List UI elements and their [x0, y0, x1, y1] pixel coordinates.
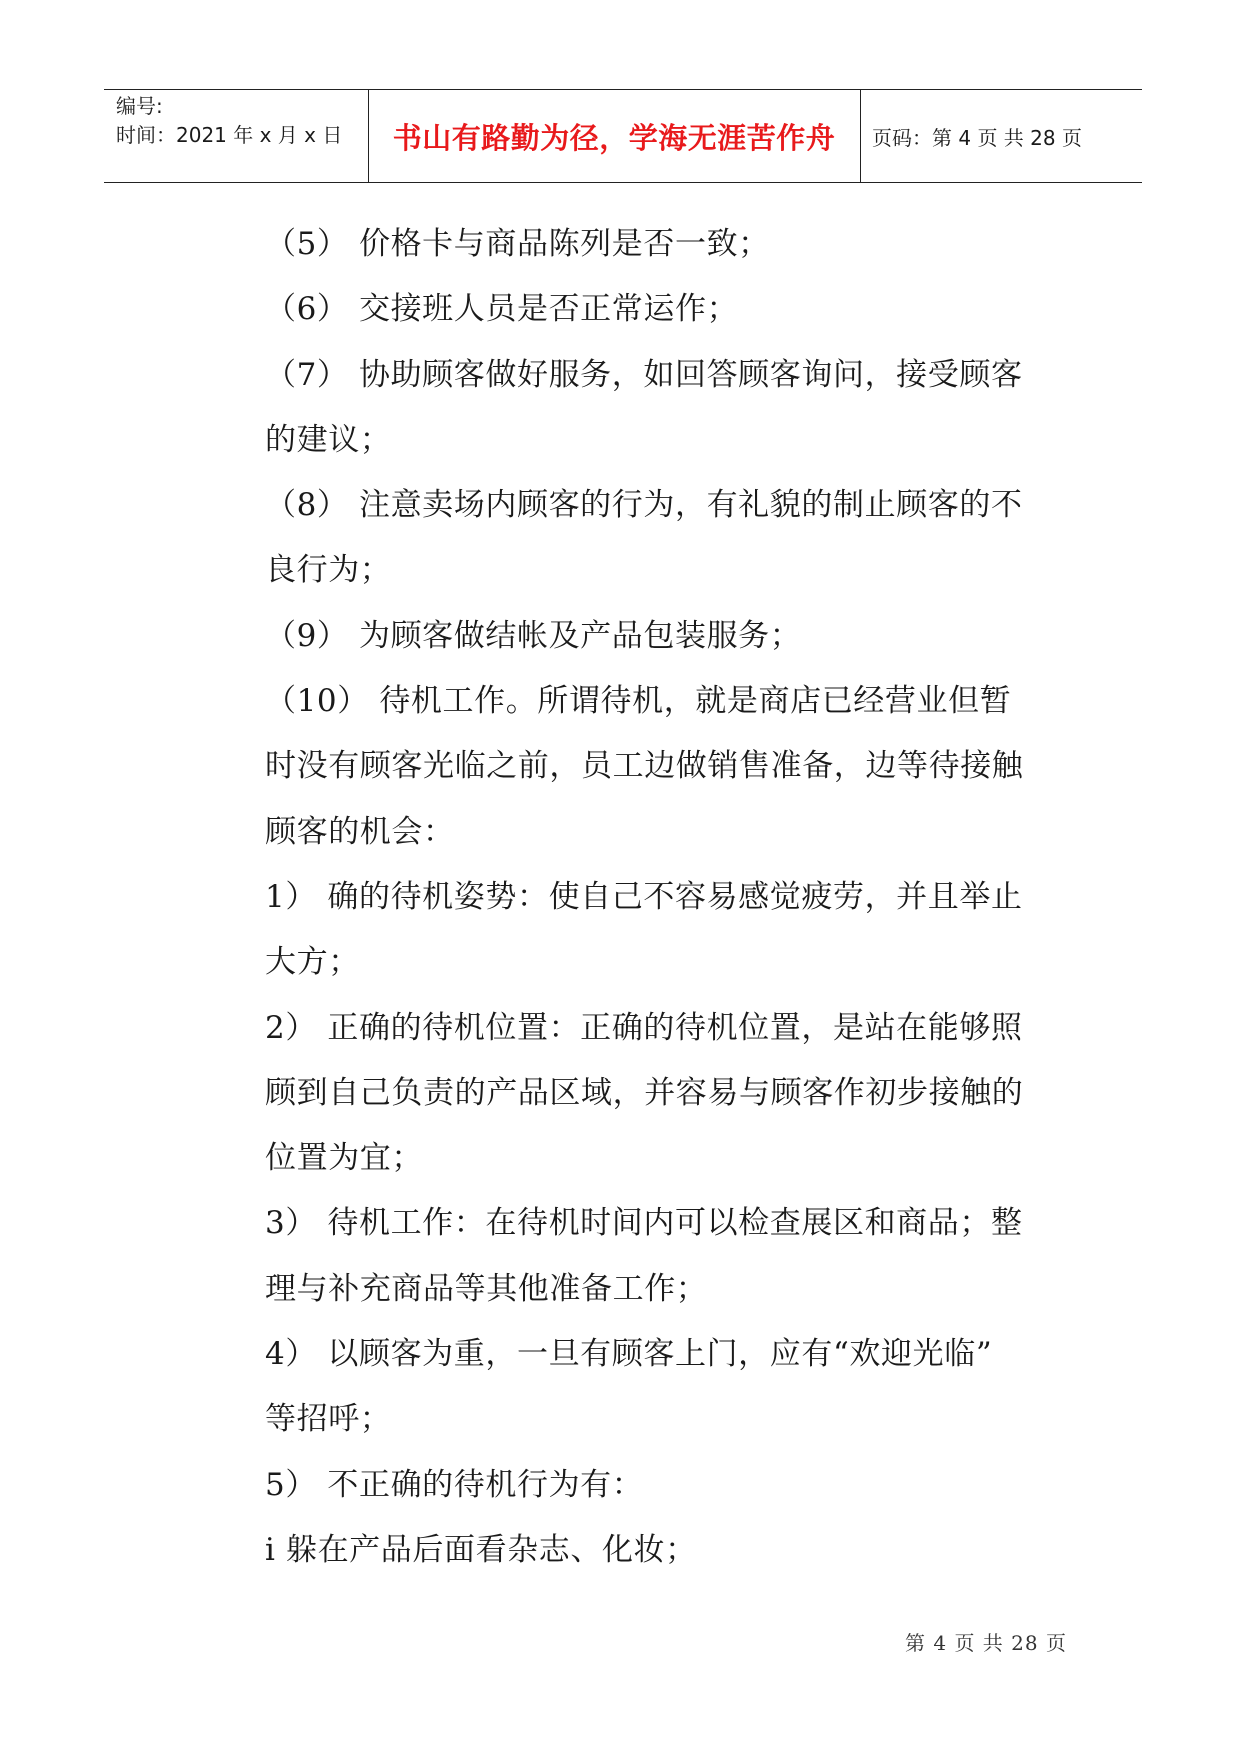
body-line: （5） 价格卡与商品陈列是否一致； [265, 226, 770, 262]
body-line: 位置为宜； [265, 1140, 423, 1177]
body-line: 3） 待机工作：在待机时间内可以检查展区和商品；整 [265, 1205, 1023, 1242]
body-line: 大方； [265, 944, 360, 981]
body-line: 等招呼； [265, 1401, 392, 1438]
body-line: 的建议； [265, 421, 392, 458]
body-line: 5） 不正确的待机行为有： [265, 1466, 644, 1503]
body-line: 良行为； [265, 552, 392, 589]
header-page-info: 页码：第 4 页 共 28 页 [872, 125, 1082, 150]
body-line: 1） 确的待机姿势：使自己不容易感觉疲劳，并且举止 [265, 878, 1023, 915]
header-divider-right [860, 90, 861, 182]
body-line: 4） 以顾客为重，一旦有顾客上门，应有“欢迎光临” [265, 1336, 993, 1373]
body-line: （6） 交接班人员是否正常运作； [265, 291, 739, 328]
header-motto: 书山有路勤为径，学海无涯苦作舟 [392, 120, 836, 155]
body-line: （10） 待机工作。所谓待机，就是商店已经营业但暂 [265, 683, 1012, 720]
body-line: i 躲在产品后面看杂志、化妆； [265, 1531, 697, 1568]
body-line: 2） 正确的待机位置：正确的待机位置，是站在能够照 [265, 1009, 1023, 1046]
body-line: 顾客的机会： [265, 813, 455, 850]
body-line: （7） 协助顾客做好服务，如回答顾客询问，接受顾客 [265, 356, 1023, 393]
header-meta [116, 92, 366, 150]
serial-number-label: 编号: [116, 94, 163, 118]
page-header [104, 89, 1142, 183]
page-footer: 第 4 页 共 28 页 [905, 1631, 1067, 1655]
body-line: 理与补充商品等其他准备工作； [265, 1270, 708, 1307]
body-line: （8） 注意卖场内顾客的行为，有礼貌的制止顾客的不 [265, 487, 1023, 524]
document-body [265, 212, 1060, 1583]
body-line: （9） 为顾客做结帐及产品包装服务； [265, 617, 802, 654]
body-line: 顾到自己负责的产品区域，并容易与顾客作初步接触的 [265, 1074, 1024, 1111]
date-label: 时间：2021 年 x 月 x 日 [116, 123, 343, 147]
body-line: 时没有顾客光临之前，员工边做销售准备，边等待接触 [265, 748, 1024, 785]
